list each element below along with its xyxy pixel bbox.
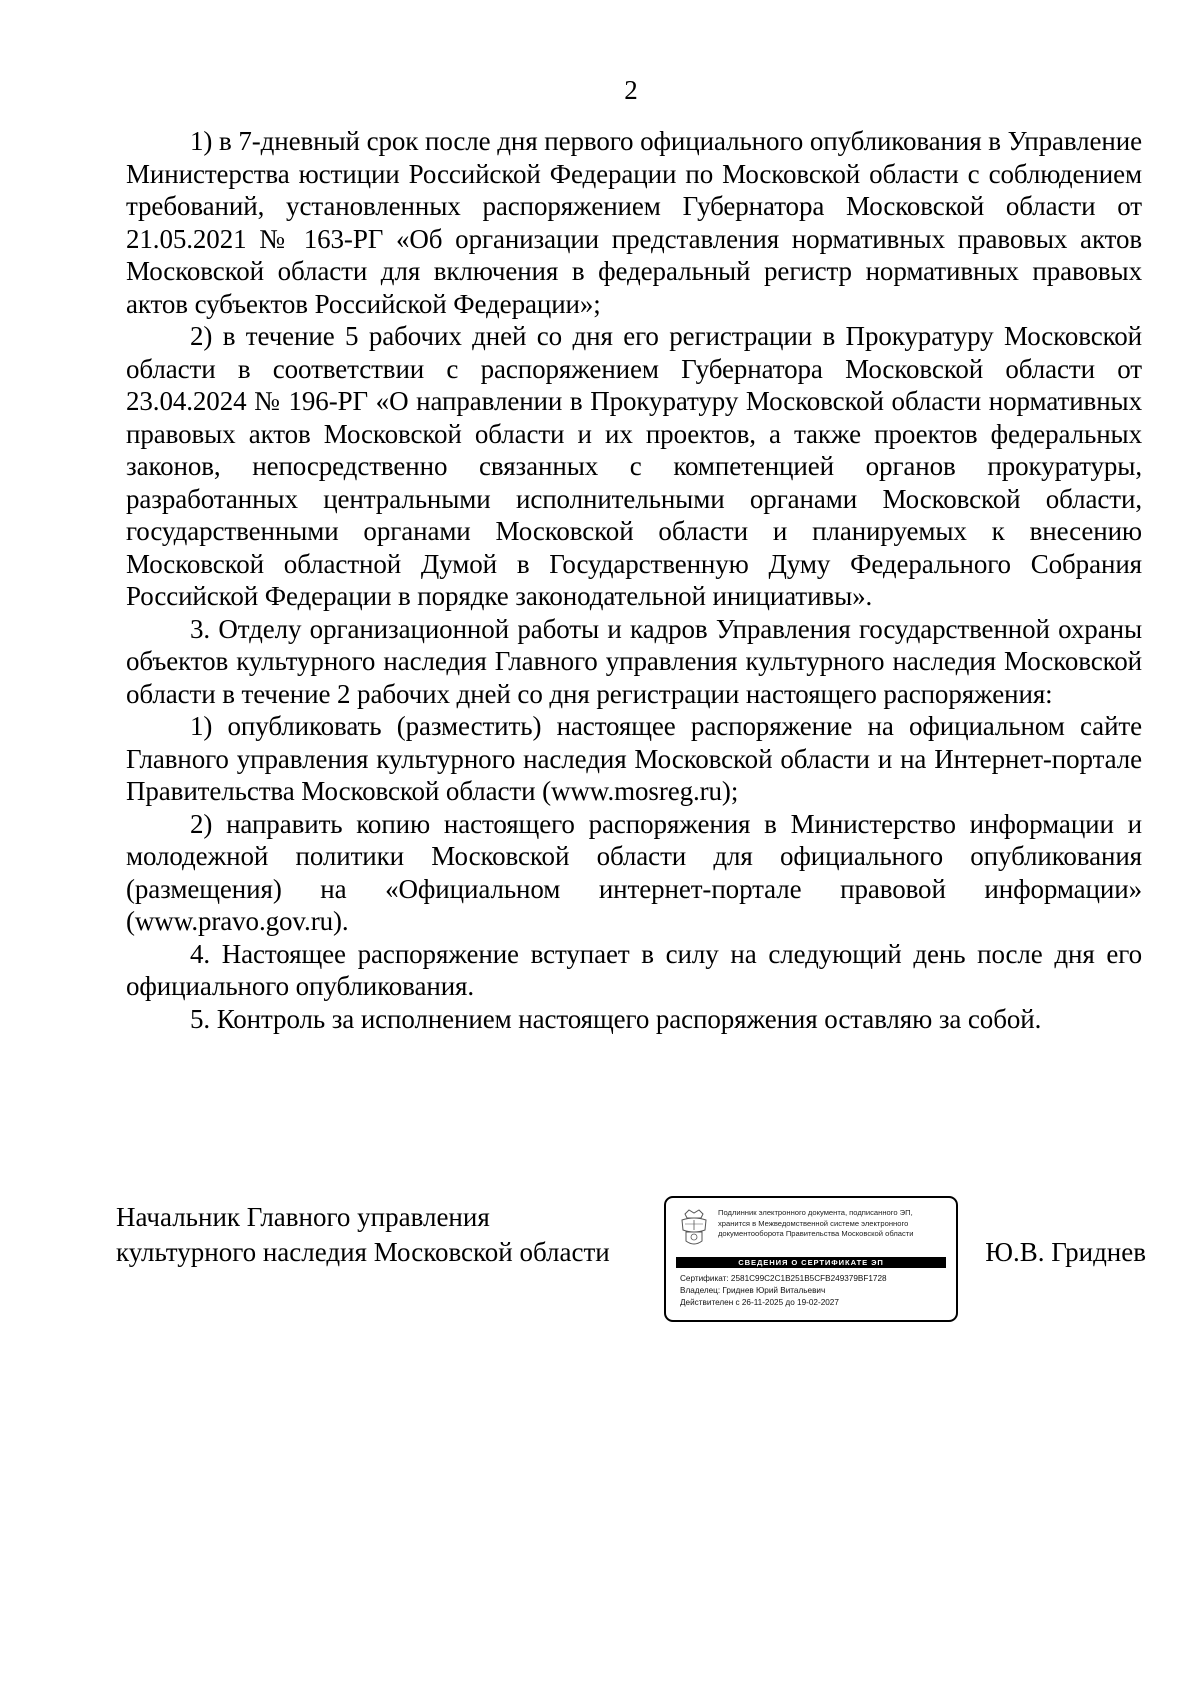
paragraph: 1) опубликовать (разместить) настоящее распоряжение на официальном сайте Главного управления культурного наследия Московской области и на Интернет-портале Правительства Московской области (www.mosreg.ru); [126,711,1142,806]
certificate-owner: Владелец: Гриднев Юрий Витальевич [680,1286,826,1295]
certificate-info [680,1273,952,1309]
signatory-position [116,1200,610,1270]
document-body [126,125,1142,1035]
paragraph: 1) в 7-дневный срок после дня первого официального опубликования в Управление Министерства юстиции Российской Федерации по Московской области с соблюдением требований, установленных распоряжением Губернатора Московской области от 21.05.2021 № 163-РГ «Об организации представления нормативных правовых актов Московской области для включения в федеральный регистр нормативных правовых актов субъектов Российской Федерации»; [126,126,1142,319]
signatory-name: Ю.В. Гриднев [985,1237,1146,1267]
paragraph: 2) направить копию настоящего распоряжения в Министерство информации и молодежной политики Московской области для официального опубликования (размещения) на «Официальном интернет-портале правовой информации» (www.pravo.gov.ru). [126,808,1142,936]
stamp-note [718,1208,956,1240]
signatory-position-line: Начальник Главного управления [116,1202,490,1232]
page-number: 2 [624,75,638,105]
paragraph: 4. Настоящее распоряжение вступает в силу на следующий день после дня его официального опубликования. [126,938,1142,1001]
certificate-validity: Действителен с 26-11-2025 до 19-02-2027 [680,1298,839,1307]
paragraph: 2) в течение 5 рабочих дней со дня его регистрации в Прокуратуру Московской области в соответствии с распоряжением Губернатора Московской области от 23.04.2024 № 196-РГ «О направлении в Прокуратуру Московской области нормативных правовых актов Московской области и их проектов, а также проектов федеральных законов, непосредственно связанных с компетенцией органов прокуратуры, разработанных центральными исполнительными органами Московской области, государственными органами Московской области и планируемых к внесению Московской областной Думой в Государственную Думу Федерального Собрания Российской Федерации в порядке законодательной инициативы». [126,321,1142,611]
signatory-position-line: культурного наследия Московской области [116,1237,610,1267]
paragraph: 5. Контроль за исполнением настоящего распоряжения оставляю за собой. [190,1003,1042,1034]
coat-of-arms-icon [679,1208,709,1248]
stamp-title: СВЕДЕНИЯ О СЕРТИФИКАТЕ ЭП [676,1257,946,1268]
signature-block [116,1196,1146,1336]
certificate-number: Сертификат: 2581C99C2C1B251B5CFB249379BF1728 [680,1274,887,1283]
stamp-note-line: Подлинник электронного документа, подписанного ЭП, [718,1208,913,1217]
paragraph: 3. Отделу организационной работы и кадров Управления государственной охраны объектов культурного наследия Главного управления культурного наследия Московской области в течение 2 рабочих дней со дня регистрации настоящего распоряжения: [126,613,1142,709]
stamp-note-line: документооборота Правительства Московской области [718,1229,914,1238]
stamp-note-line: хранится в Межведомственной системе электронного [718,1218,909,1228]
electronic-signature-stamp [664,1196,958,1322]
